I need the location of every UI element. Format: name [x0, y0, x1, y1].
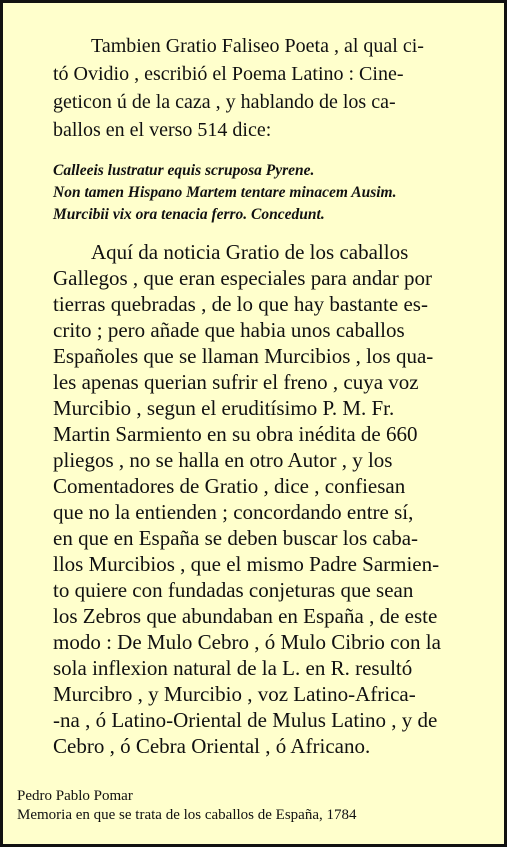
paragraph2-line: modo : De Mulo Cebro , ó Mulo Cibrio con la [53, 630, 441, 654]
paragraph2-line: sola inflexion natural de la L. en R. resultó [53, 656, 413, 680]
paragraph2-line: -na , ó Latino-Oriental de Mulus Latino , y de [53, 708, 438, 732]
paragraph2-line: Aquí da noticia Gratio de los caballos [91, 240, 409, 264]
paragraph2-line: los Zebros que abundaban en España , de este [53, 604, 438, 628]
paragraph2-line: llos Murcibios , que el mismo Padre Sarmien- [53, 552, 440, 576]
paragraph1-line: Tambien Gratio Faliseo Poeta , al qual ci- [91, 35, 424, 57]
paragraph2-line: to quiere con fundadas conjeturas que sean [53, 578, 414, 602]
paragraph2-line: Murcibro , y Murcibio , voz Latino-Africa- [53, 682, 416, 706]
caption-source: Memoria en que se trata de los caballos de España, 1784 [17, 807, 357, 823]
paragraph1-line: ballos en el verso 514 dice: [53, 119, 272, 141]
paragraph2-line: pliegos , no se halla en otro Autor , y los [53, 448, 393, 472]
paragraph2-line: tierras quebradas , de lo que hay bastante es- [53, 292, 428, 316]
paragraph2-line: en que en España se deben buscar los caba- [53, 526, 419, 550]
paragraph2-line: que no la entienden ; concordando entre sí, [53, 500, 414, 524]
paragraph2-line: Cebro , ó Cebra Oriental , ó Africano. [53, 734, 371, 758]
paragraph2-line: Españoles que se llaman Murcibios , los qua- [53, 344, 434, 368]
paragraph1-line: tó Ovidio , escribió el Poema Latino : Cine- [53, 63, 404, 85]
verse-line: Non tamen Hispano Martem tentare minacem Ausim. [53, 184, 397, 201]
paragraph2-line: Martin Sarmiento en su obra inédita de 660 [53, 422, 418, 446]
paragraph1-line: geticon ú de la caza , y hablando de los ca- [53, 91, 396, 113]
paragraph2-line: Murcibio , segun el eruditísimo P. M. Fr. [53, 396, 395, 420]
verse-line: Calleeis lustratur equis scruposa Pyrene. [53, 162, 315, 179]
caption-author: Pedro Pablo Pomar [17, 788, 133, 804]
paragraph2-line: les apenas querian sufrir el freno , cuya voz [53, 370, 419, 394]
paragraph2-line: crito ; pero añade que habia unos caballos [53, 318, 405, 342]
paragraph2-line: Gallegos , que eran especiales para andar por [53, 266, 432, 290]
verse-line: Murcibii vix ora tenacia ferro. Concedunt. [53, 206, 325, 223]
paragraph2-line: Comentadores de Gratio , dice , confiesan [53, 474, 406, 498]
